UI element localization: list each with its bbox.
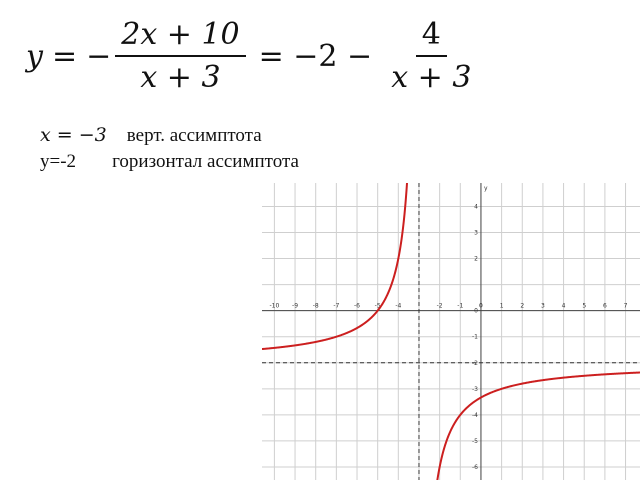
fraction-left [115, 16, 245, 95]
y-tick-label: -6 [471, 463, 478, 471]
x-tick-label: -4 [395, 302, 402, 310]
x-tick-label: -7 [333, 302, 340, 310]
fraction-right-numerator: 4 [416, 20, 447, 57]
x-tick-label: -5 [374, 302, 381, 310]
y-tick-label: -4 [471, 411, 478, 419]
y-tick-label: 0 [474, 307, 478, 315]
x-tick-label: 0 [479, 302, 483, 310]
formula-lhs: y [26, 38, 43, 74]
x-tick-label: 4 [561, 302, 566, 310]
x-tick-label: 2 [520, 302, 525, 310]
x-tick-label: -8 [312, 302, 319, 310]
vertical-asymptote-note [40, 124, 262, 147]
y-tick-label: -1 [471, 333, 478, 341]
formula-middle: = −2 − [258, 38, 373, 74]
x-tick-label: 5 [582, 302, 587, 310]
fraction-left-numerator: 2x + 10 [115, 20, 245, 57]
x-tick-label: 7 [623, 302, 628, 310]
fraction-right-denominator: x + 3 [391, 59, 472, 95]
fraction-right [385, 16, 477, 95]
y-tick-label: -5 [471, 437, 478, 445]
x-tick-label: 6 [602, 302, 607, 310]
x-tick-label: 3 [541, 302, 545, 310]
vertical-asymptote-equation: x = −3 [40, 124, 107, 146]
x-tick-label: -9 [292, 302, 299, 310]
vertical-asymptote-label: верт. ассимптота [126, 125, 262, 146]
x-tick-label: -6 [354, 302, 361, 310]
horizontal-asymptote-note [40, 150, 299, 173]
x-tick-label: -10 [269, 302, 280, 310]
function-graph [262, 183, 640, 480]
x-tick-label: -2 [436, 302, 443, 310]
graph-svg [262, 183, 640, 480]
formula-equals: = [51, 38, 78, 74]
x-tick-label: -1 [457, 302, 464, 310]
horizontal-asymptote-equation: y=-2 [40, 151, 77, 172]
y-tick-label: 2 [474, 255, 478, 263]
horizontal-asymptote-label: горизонтал ассимптота [112, 151, 299, 172]
y-tick-label: -3 [471, 385, 478, 393]
y-tick-label: -2 [471, 359, 478, 367]
fraction-left-denominator: x + 3 [140, 59, 221, 95]
y-axis-label: y [483, 185, 488, 192]
y-tick-label: 3 [474, 229, 478, 237]
y-tick-label: 4 [474, 203, 478, 211]
function-formula [26, 16, 481, 96]
formula-minus: − [86, 38, 112, 74]
x-tick-label: 1 [499, 302, 504, 310]
